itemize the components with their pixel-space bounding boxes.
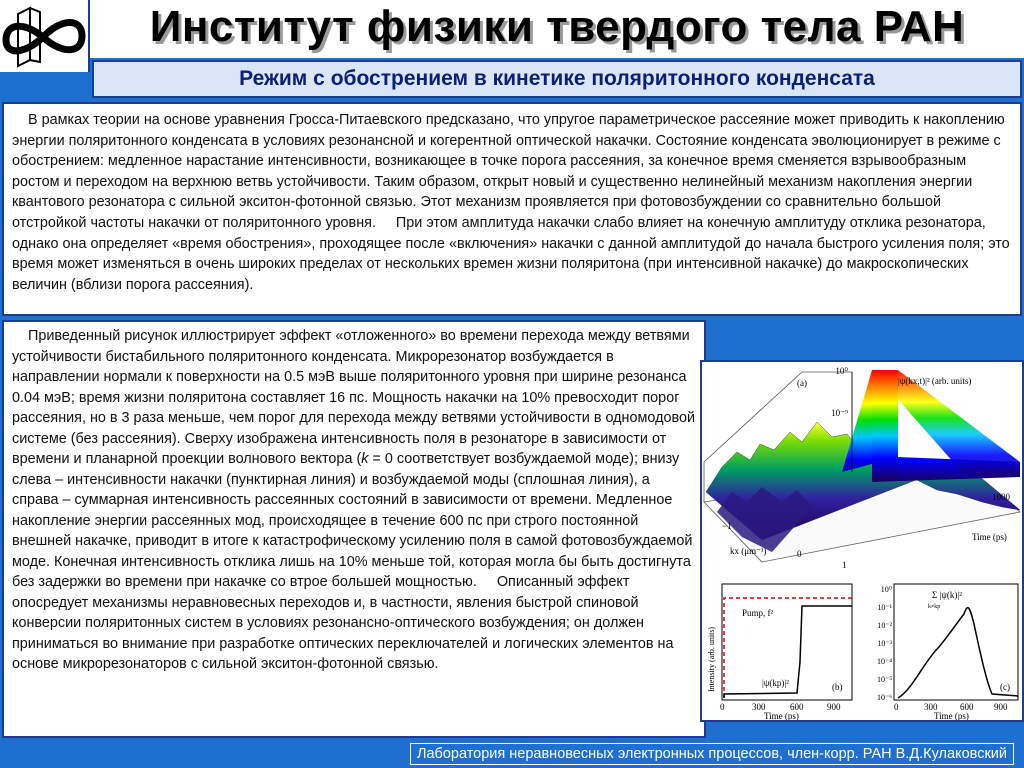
title-bar <box>90 0 1024 58</box>
ztick-top: 10⁰ <box>835 366 848 376</box>
logo-icon <box>0 0 88 72</box>
panel-a-xtick-right: 1 <box>842 560 847 570</box>
panel-c-xtick-0: 0 <box>894 702 899 712</box>
panel-b-xtick-2: 600 <box>790 702 804 712</box>
paragraph-2-part1: Приведенный рисунок иллюстрирует эффект «отложенного» во времени перехода между ветвями устойчивости бистабильного поляритонного конденсата. Микрорезонатор возбуждается в направлении нормали к поверхности на 0.5 мэВ выше поляритонного уровня при ширине резонанса 0.04 мэВ; время жизни поляритона составляет 16 пс. Мощность накачки на 10% превосходит порог рассеяния, но в 3 раза меньше, чем порог для перехода между ветвями устойчивости в одномодовой системе (без рассеяния). Сверху изображена интенсивность поля в резонаторе в зависимости от времени и планарной проекции волнового вектора ( <box>12 328 700 467</box>
ridge-wall <box>872 370 898 480</box>
panel-a-taxis: Time (ps) <box>972 532 1007 542</box>
footer <box>0 740 1024 768</box>
panel-a-xaxis: kx (μm⁻¹) <box>730 546 767 556</box>
page-subtitle: Режим с обострением в кинетике поляритонного конденсата <box>239 67 875 90</box>
footer-text: Лаборатория неравновесных электронных процессов, член-корр. РАН В.Д.Кулаковский <box>410 743 1014 765</box>
panel-a-xtick-left: −1 <box>722 521 732 531</box>
panel-c-ytick-1: 10⁻¹ <box>877 603 892 612</box>
panel-c-xtick-3: 900 <box>994 702 1008 712</box>
figure-svg <box>702 362 1022 720</box>
panel-a <box>704 366 1020 570</box>
panel-a-label: (a) <box>797 378 807 388</box>
panel-c-ytick-5: 10⁻⁵ <box>876 675 892 684</box>
paragraph-1-text: В рамках теории на основе уравнения Гросса-Питаевского предсказано, что упругое параметрическое рассеяние может приводить к накоплению энергии поляритонного конденсата в условиях резонансной и когерентной оптической накачки. Состояние конденсата эволюционирует в режиме с обострением: медленное нарастание интенсивности, возникающее в точке порога рассеяния, за конечное время сменяется взрывообразным ростом и переходом на верхнюю ветвь устойчивости. Таким образом, открыт новый и существенно нелинейный механизм накопления энергии квантового резонатора с сильной экситон-фотонной связью. Этот механизм проявляется при фотовозбуждении со сравнительно большой отстройкой частоты накачки от поляритонного уровня. При этом амплитуда накачки слабо влияет на конечную амплитуду отклика резонатора, однако она определяет «время обострения», проходящее после «включения» накачки с данной амплитудой до начала быстрого усиления поля; это время может изменяться в очень широких пределах от нескольких времен жизни поляритона (при интенсивной накачке) до макроскопических величин (вблизи порога рассеяния). <box>12 112 1014 293</box>
panel-c-ytick-4: 10⁻⁴ <box>876 657 892 666</box>
institute-logo <box>0 0 90 72</box>
panel-c-ytick-2: 10⁻² <box>877 621 892 630</box>
panel-c-ytick-6: 10⁻⁶ <box>876 693 892 702</box>
panel-b <box>707 584 852 720</box>
k-symbol: k <box>361 451 369 467</box>
panel-b-legend-mode: |ψ(kp)|² <box>762 678 789 688</box>
panel-a-xtick-mid: 0 <box>797 549 802 559</box>
panel-b-xlabel: Time (ps) <box>764 711 799 720</box>
page-title: Институт физики твердого тела РАН <box>149 2 965 51</box>
paragraph-2-part2: = 0 соответствует возбуждаемой моде); внизу слева – интенсивности накачки (пунктирная линия) и возбуждаемой моды (сплошная линия), а справа – суммарная интенсивность рассеянных состояний в зависимости от времени. Медленное накопление энергии рассеянных мод, происходящее в течение 600 пс при строго постоянной внешней накачке, приводит в итоге к катастрофическому усилению поля в самой фотовозбуждаемой моде. Конечная интенсивность отклика лишь на 10% меньше той, которая могла бы быть достигнута без задержки во времени при накачке со втрое большей мощностью. Описанный эффект опосредует механизмы неравновесных переходов и, в частности, явления быстрой спиновой конверсии поляритонных систем в условиях резонансно-оптического возбуждения; он должен приниматься во внимание при разработке оптических переключателей и логических элементов на основе микрорезонаторов с сильной экситон-фотонной связью. <box>12 451 697 672</box>
panel-c-formula: Σ |ψ(k)|² <box>932 590 962 600</box>
paragraph-1 <box>2 102 1022 316</box>
panel-c-xlabel: Time (ps) <box>934 711 969 720</box>
panel-b-label: (b) <box>832 682 843 692</box>
figure <box>700 360 1024 722</box>
panel-c-xtick-2: 600 <box>960 702 974 712</box>
subtitle-bar <box>92 60 1022 98</box>
ztick-bottom: 10⁻⁹ <box>831 408 848 418</box>
panel-c-label: (c) <box>1000 682 1010 692</box>
panel-c-formula-sub: k≠kp <box>928 604 941 610</box>
panel-b-xtick-3: 900 <box>827 702 841 712</box>
panel-a-ttick: 1000 <box>992 492 1010 502</box>
panel-b-xtick-1: 300 <box>752 702 766 712</box>
panel-b-legend-pump: Pump, f² <box>742 608 774 618</box>
panel-c-ytick-3: 10⁻³ <box>877 639 892 648</box>
panel-a-zlabel: |ψ(kx,t)|² (arb. units) <box>898 376 972 386</box>
paragraph-2 <box>2 320 706 738</box>
panel-c-ytick-0: 10⁰ <box>880 585 892 594</box>
panel-b-ylabel: Intensity (arb. units) <box>707 626 716 692</box>
panel-c <box>877 584 1018 720</box>
panel-c-xtick-1: 300 <box>924 702 938 712</box>
panel-b-xtick-0: 0 <box>720 702 725 712</box>
